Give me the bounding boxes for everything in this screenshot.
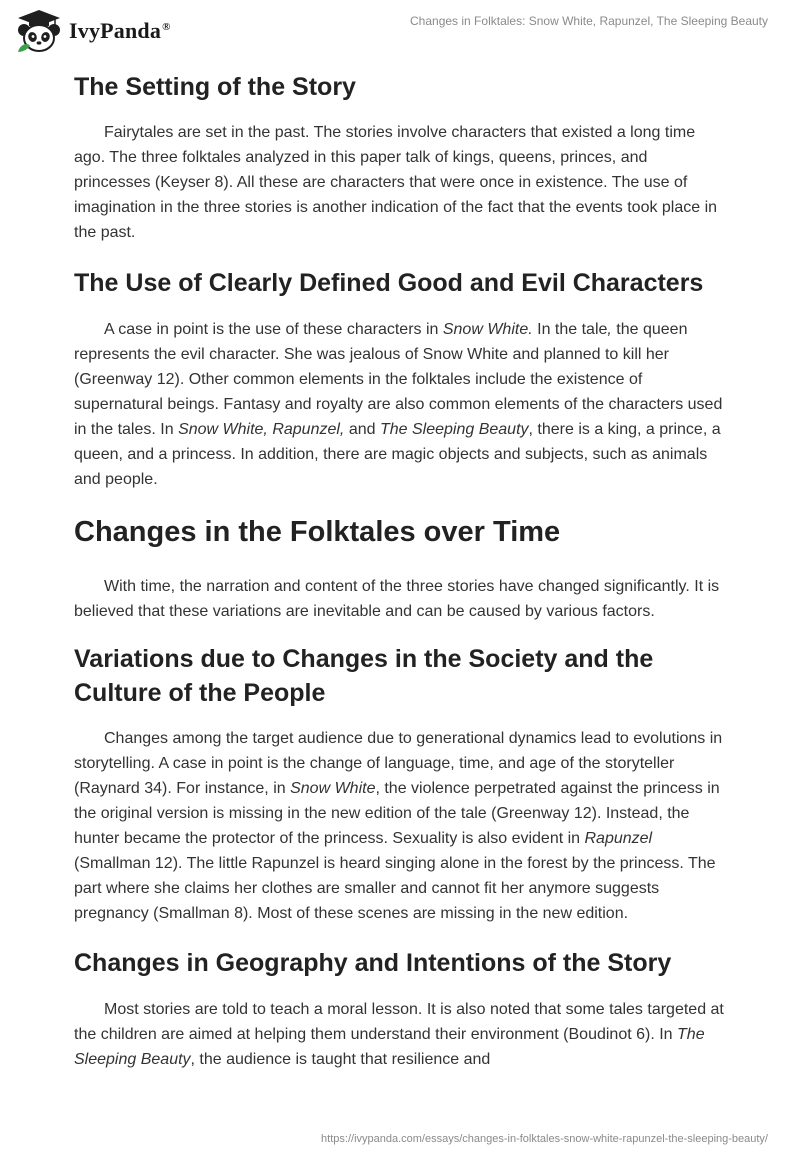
section-heading-society: Variations due to Changes in the Society and the Culture of the People [74, 645, 654, 707]
source-url[interactable]: https://ivypanda.com/essays/changes-in-folktales-snow-white-rapunzel-the-sleeping-beauty/ [321, 1133, 768, 1145]
chapter-heading-changes: Changes in the Folktales over Time [74, 516, 561, 548]
page-header [0, 0, 800, 60]
paragraph-society: Changes among the target audience due to generational dynamics lead to evolutions in storytelling. A case in point is the change of language, time, and age of the storyteller (Raynard 34). For instance, in Snow White, the violence perpetrated against the princess in the original version is missing in the new edition of the tale (Greenway 12). Instead, the hunter became the protector of the princess. Sexuality is also evident in Rapunzel (Smallman 12). The little Rapunzel is heard singing alone in the forest by the princess. The part where she claims her clothes are smaller and cannot fit her anymore suggests pregnancy (Smallman 8). Most of these scenes are missing in the new edition. [74, 730, 723, 922]
brand-name: IvyPanda® [69, 18, 171, 43]
paragraph-setting: Fairytales are set in the past. The stories involve characters that existed a long time ago. The three folktales analyzed in this paper talk of kings, queens, princes, and princesses (Keyser 8). All these are characters that were once in existence. The use of imagination in the three stories is another indication of the fact that the events took place in the past. [74, 124, 718, 241]
paragraph-changes: With time, the narration and content of the three stories have changed significantly. It is believed that these variations are inevitable and can be caused by various factors. [74, 578, 720, 620]
panda-graduate-icon [14, 8, 64, 54]
paragraph-geography: Most stories are told to teach a moral lesson. It is also noted that some tales targeted at the children are aimed at helping them understand their environment (Boudinot 6). In The Sleeping Beauty, the audience is taught that resilience and [74, 1001, 724, 1068]
ivypanda-logo[interactable] [14, 9, 171, 53]
document-title: Changes in Folktales: Snow White, Rapunzel, The Sleeping Beauty [410, 14, 768, 28]
section-heading-geography: Changes in Geography and Intentions of the Story [74, 949, 672, 977]
section-heading-setting: The Setting of the Story [74, 73, 356, 101]
section-heading-good-evil: The Use of Clearly Defined Good and Evil Characters [74, 269, 704, 297]
paragraph-good-evil: A case in point is the use of these characters in Snow White. In the tale, the queen represents the evil character. She was jealous of Snow White and planned to kill her (Greenway 12). Other common elements in the folktales include the existence of supernatural beings. Fantasy and royalty are also common elements of the characters used in the tales. In Snow White, Rapunzel, and The Sleeping Beauty, there is a king, a prince, a queen, and a princess. In addition, there are magic objects and subjects, such as animals and people. [74, 321, 723, 488]
essay-body [74, 70, 726, 1072]
